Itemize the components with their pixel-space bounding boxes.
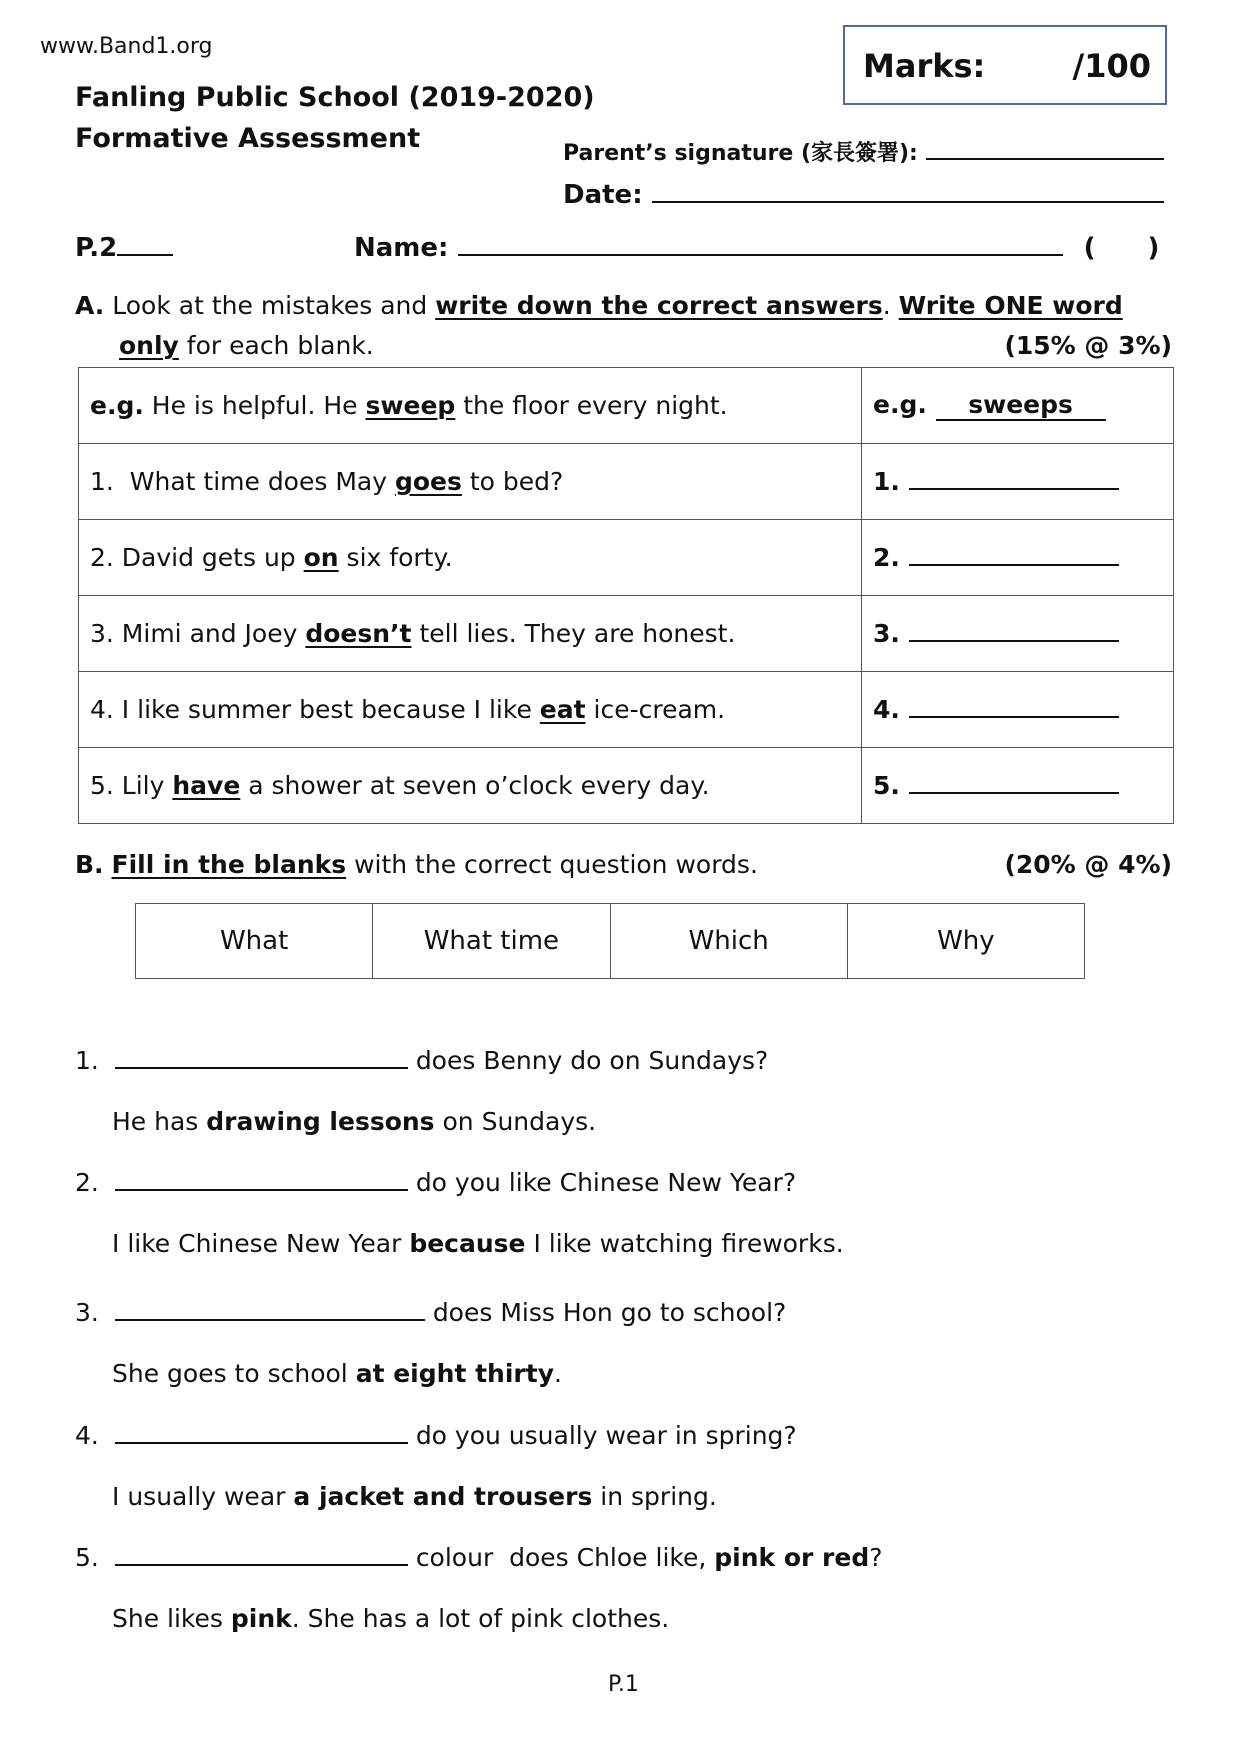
question-line xyxy=(75,1543,883,1572)
answer-emphasis: a jacket and trousers xyxy=(293,1482,593,1511)
section-a-table xyxy=(78,367,1174,824)
question-text: ? xyxy=(869,1543,883,1572)
sentence-cell xyxy=(79,748,862,824)
answer-blank[interactable] xyxy=(115,1067,408,1069)
sentence-text: the floor every night. xyxy=(455,391,728,420)
page-number: P.1 xyxy=(608,1672,639,1697)
word-bank xyxy=(135,903,1085,979)
table-row xyxy=(79,368,1174,444)
class-label: P.2 xyxy=(75,233,118,263)
answer-cell xyxy=(862,672,1174,748)
date-field[interactable] xyxy=(652,201,1164,203)
answer-emphasis: at eight thirty xyxy=(355,1359,554,1388)
mistake-word: eat xyxy=(539,695,586,724)
answer-label: 5. xyxy=(873,771,900,800)
item-number: 2. xyxy=(90,543,114,572)
answer-field[interactable] xyxy=(909,488,1119,490)
answer-text: I usually wear xyxy=(112,1482,294,1511)
section-a-instruction-line2 xyxy=(119,331,374,360)
answer-text: I like watching fireworks. xyxy=(525,1229,844,1258)
answer-text: . xyxy=(554,1359,562,1388)
answer-emphasis: pink xyxy=(230,1604,292,1633)
answer-cell xyxy=(862,520,1174,596)
question-number: 2. xyxy=(75,1168,99,1197)
section-b-score: (20% @ 4%) xyxy=(1004,850,1172,879)
section-a-letter: A. xyxy=(75,291,105,320)
answer-label: e.g. xyxy=(873,390,927,419)
marks-box xyxy=(843,25,1167,105)
mistake-word: goes xyxy=(394,467,462,496)
sentence-text: ice-cream. xyxy=(585,695,726,724)
answer-blank[interactable] xyxy=(115,1564,408,1566)
section-a-score: (15% @ 3%) xyxy=(1004,331,1172,360)
instruction-emphasis: only xyxy=(119,331,179,360)
item-number: e.g. xyxy=(90,391,144,420)
answer-cell xyxy=(862,596,1174,672)
table-row xyxy=(79,520,1174,596)
answer-text: in spring. xyxy=(592,1482,717,1511)
answer-blank[interactable] xyxy=(115,1189,408,1191)
item-number: 5. xyxy=(90,771,114,800)
class-field[interactable] xyxy=(117,254,173,256)
word-bank-item: What xyxy=(136,904,373,979)
sentence-text: six forty. xyxy=(338,543,453,572)
item-number: 1. xyxy=(90,467,114,496)
date-label: Date: xyxy=(563,180,643,210)
sentence-cell xyxy=(79,596,862,672)
answer-text: She goes to school xyxy=(112,1359,356,1388)
class-number-close: ) xyxy=(1147,233,1160,263)
answer-label: 3. xyxy=(873,619,900,648)
question-number: 1. xyxy=(75,1046,99,1075)
website-url: www.Band1.org xyxy=(40,34,213,59)
section-b-instruction xyxy=(75,850,758,879)
section-a-instruction xyxy=(75,291,1123,320)
answer-label: 2. xyxy=(873,543,900,572)
class-number-open: ( xyxy=(1083,233,1096,263)
answer-text: . She has a lot of pink clothes. xyxy=(291,1604,670,1633)
answer-label: 1. xyxy=(873,467,900,496)
marks-label: Marks: xyxy=(863,47,986,85)
mistake-word: doesn’t xyxy=(305,619,412,648)
answer-sentence xyxy=(112,1482,717,1511)
answer-field[interactable] xyxy=(909,564,1119,566)
question-number: 4. xyxy=(75,1421,99,1450)
word-bank-item: Why xyxy=(847,904,1084,979)
question-line xyxy=(75,1168,796,1197)
answer-label: 4. xyxy=(873,695,900,724)
sentence-text: What time does May xyxy=(113,467,395,496)
sentence-text: He is helpful. He xyxy=(143,391,366,420)
question-text: do you usually wear in spring? xyxy=(415,1421,797,1450)
section-b-letter: B. xyxy=(75,850,104,879)
mistake-word: on xyxy=(303,543,339,572)
instruction-emphasis: write down the correct answers xyxy=(435,291,883,320)
question-line xyxy=(75,1421,797,1450)
table-row xyxy=(79,596,1174,672)
name-row xyxy=(354,233,1159,263)
question-text: colour does Chloe like, xyxy=(415,1543,715,1572)
sentence-text: Mimi and Joey xyxy=(113,619,306,648)
answer-emphasis: because xyxy=(409,1229,526,1258)
answer-blank[interactable] xyxy=(115,1442,408,1444)
question-text: do you like Chinese New Year? xyxy=(415,1168,797,1197)
sentence-cell xyxy=(79,368,862,444)
answer-blank[interactable] xyxy=(115,1319,425,1321)
sentence-text: David gets up xyxy=(113,543,304,572)
question-text: does Miss Hon go to school? xyxy=(432,1298,787,1327)
answer-cell xyxy=(862,748,1174,824)
answer-field[interactable] xyxy=(909,640,1119,642)
sentence-cell xyxy=(79,444,862,520)
instruction-emphasis: Write ONE word xyxy=(898,291,1123,320)
instruction-emphasis: Fill in the blanks xyxy=(111,850,347,879)
answer-sentence xyxy=(112,1359,562,1388)
answer-cell xyxy=(862,444,1174,520)
parent-signature-label: Parent’s signature (家長簽署): xyxy=(563,141,918,166)
answer-field[interactable] xyxy=(909,716,1119,718)
table-row xyxy=(79,444,1174,520)
question-number: 3. xyxy=(75,1298,99,1327)
question-text: does Benny do on Sundays? xyxy=(415,1046,769,1075)
sentence-text: tell lies. They are honest. xyxy=(411,619,736,648)
sentence-text: to bed? xyxy=(461,467,564,496)
name-field[interactable] xyxy=(458,254,1063,256)
name-label: Name: xyxy=(354,233,449,263)
instruction-text: for each blank. xyxy=(178,331,374,360)
item-number: 4. xyxy=(90,695,114,724)
class-row xyxy=(75,233,173,263)
item-number: 3. xyxy=(90,619,114,648)
table-row xyxy=(79,748,1174,824)
answer-text: She likes xyxy=(112,1604,231,1633)
school-name: Fanling Public School (2019-2020) xyxy=(75,82,595,113)
instruction-text: . xyxy=(882,291,899,320)
answer-sentence xyxy=(112,1604,669,1633)
instruction-text: with the correct question words. xyxy=(346,850,758,879)
question-emphasis: pink or red xyxy=(714,1543,870,1572)
question-line xyxy=(75,1298,786,1327)
date-row xyxy=(563,180,1164,210)
sentence-text: Lily xyxy=(113,771,173,800)
sentence-text: I like summer best because I like xyxy=(113,695,540,724)
mistake-word: sweep xyxy=(365,391,456,420)
answer-cell xyxy=(862,368,1174,444)
sentence-text: a shower at seven o’clock every day. xyxy=(240,771,710,800)
parent-signature-field[interactable] xyxy=(926,158,1164,160)
answer-emphasis: drawing lessons xyxy=(206,1107,435,1136)
marks-total: /100 xyxy=(1072,47,1151,85)
parent-signature-row xyxy=(563,136,1164,167)
answer-text: on Sundays. xyxy=(434,1107,597,1136)
question-line xyxy=(75,1046,768,1075)
answer-text: I like Chinese New Year xyxy=(112,1229,410,1258)
question-number: 5. xyxy=(75,1543,99,1572)
answer-field[interactable]: sweeps xyxy=(936,390,1106,421)
assessment-title: Formative Assessment xyxy=(75,123,421,154)
word-bank-item: What time xyxy=(373,904,610,979)
answer-text: He has xyxy=(112,1107,207,1136)
sentence-cell xyxy=(79,520,862,596)
table-row xyxy=(79,672,1174,748)
mistake-word: have xyxy=(172,771,241,800)
sentence-cell xyxy=(79,672,862,748)
answer-sentence xyxy=(112,1229,844,1258)
answer-field[interactable] xyxy=(909,792,1119,794)
answer-sentence xyxy=(112,1107,596,1136)
instruction-text: Look at the mistakes and xyxy=(112,291,436,320)
word-bank-item: Which xyxy=(610,904,847,979)
